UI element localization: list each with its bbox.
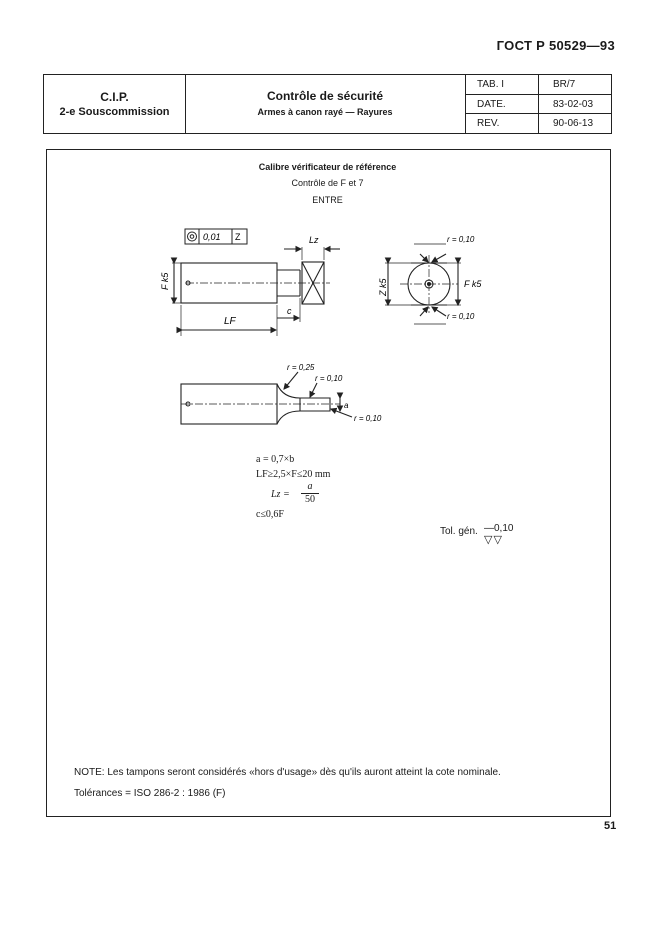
field-label-date: DATE. xyxy=(477,99,506,110)
dim-lz: Lz xyxy=(309,235,319,245)
field-value-tab: BR/7 xyxy=(553,79,576,90)
tolerance-datum: Z xyxy=(235,232,241,242)
field-label-rev: REV. xyxy=(477,118,500,129)
tolerance-frame xyxy=(185,229,247,244)
formula-c: c≤0,6F xyxy=(256,509,284,520)
tolerance-value: 0,01 xyxy=(203,232,221,242)
dim-a: a xyxy=(344,401,349,410)
org-name: C.I.P. xyxy=(100,90,129,104)
dim-lf: LF xyxy=(224,316,236,327)
dim-fk5-right: F k5 xyxy=(464,279,482,289)
dim-r010-bottom: r = 0,10 xyxy=(447,312,475,321)
plug-gauge-side-view xyxy=(172,247,340,336)
tol-gen-marks: ▽▽ xyxy=(484,533,503,546)
heading-calibre: Calibre vérificateur de référence xyxy=(258,162,397,172)
dim-r010-low: r = 0,10 xyxy=(354,414,382,423)
heading-entre: ENTRE xyxy=(312,195,343,205)
formula-lz-numerator: a xyxy=(301,481,319,494)
formula-lz-denominator: 50 xyxy=(305,494,315,505)
document-code: ГОСТ Р 50529—93 xyxy=(496,38,615,53)
dim-c: c xyxy=(287,306,292,316)
dim-fk5-left: F k5 xyxy=(160,272,170,290)
header-subtitle: Armes à canon rayé — Rayures xyxy=(257,107,393,117)
field-value-date: 83-02-03 xyxy=(553,99,594,110)
dim-zk5: Z k5 xyxy=(378,278,388,296)
dim-r010-top: r = 0,10 xyxy=(447,235,475,244)
formula-lz-lhs: Lz = xyxy=(271,489,290,500)
tolerances-text: Tolérances = ISO 286-2 : 1986 (F) xyxy=(74,788,226,799)
note-text: NOTE: Les tampons seront considérés «hors d'usage» dès qu'ils auront atteint la cote nominale. xyxy=(74,767,501,778)
page-number: 51 xyxy=(604,820,617,832)
dim-r025: r = 0,25 xyxy=(287,363,315,372)
dim-r010-mid: r = 0,10 xyxy=(315,374,343,383)
field-label-tab: TAB. I xyxy=(477,79,505,90)
tol-gen-label: Tol. gén. xyxy=(440,526,478,537)
heading-controle: Contrôle de F et 7 xyxy=(291,178,364,188)
tol-gen-value: —0,10 xyxy=(484,523,514,534)
subcommission: 2-e Souscommission xyxy=(59,106,170,118)
header-title: Contrôle de sécurité xyxy=(266,89,384,103)
field-value-rev: 90-06-13 xyxy=(553,118,594,129)
formula-lf: LF≥2,5×F≤20 mm xyxy=(256,469,331,480)
formula-a: a = 0,7×b xyxy=(256,454,295,465)
